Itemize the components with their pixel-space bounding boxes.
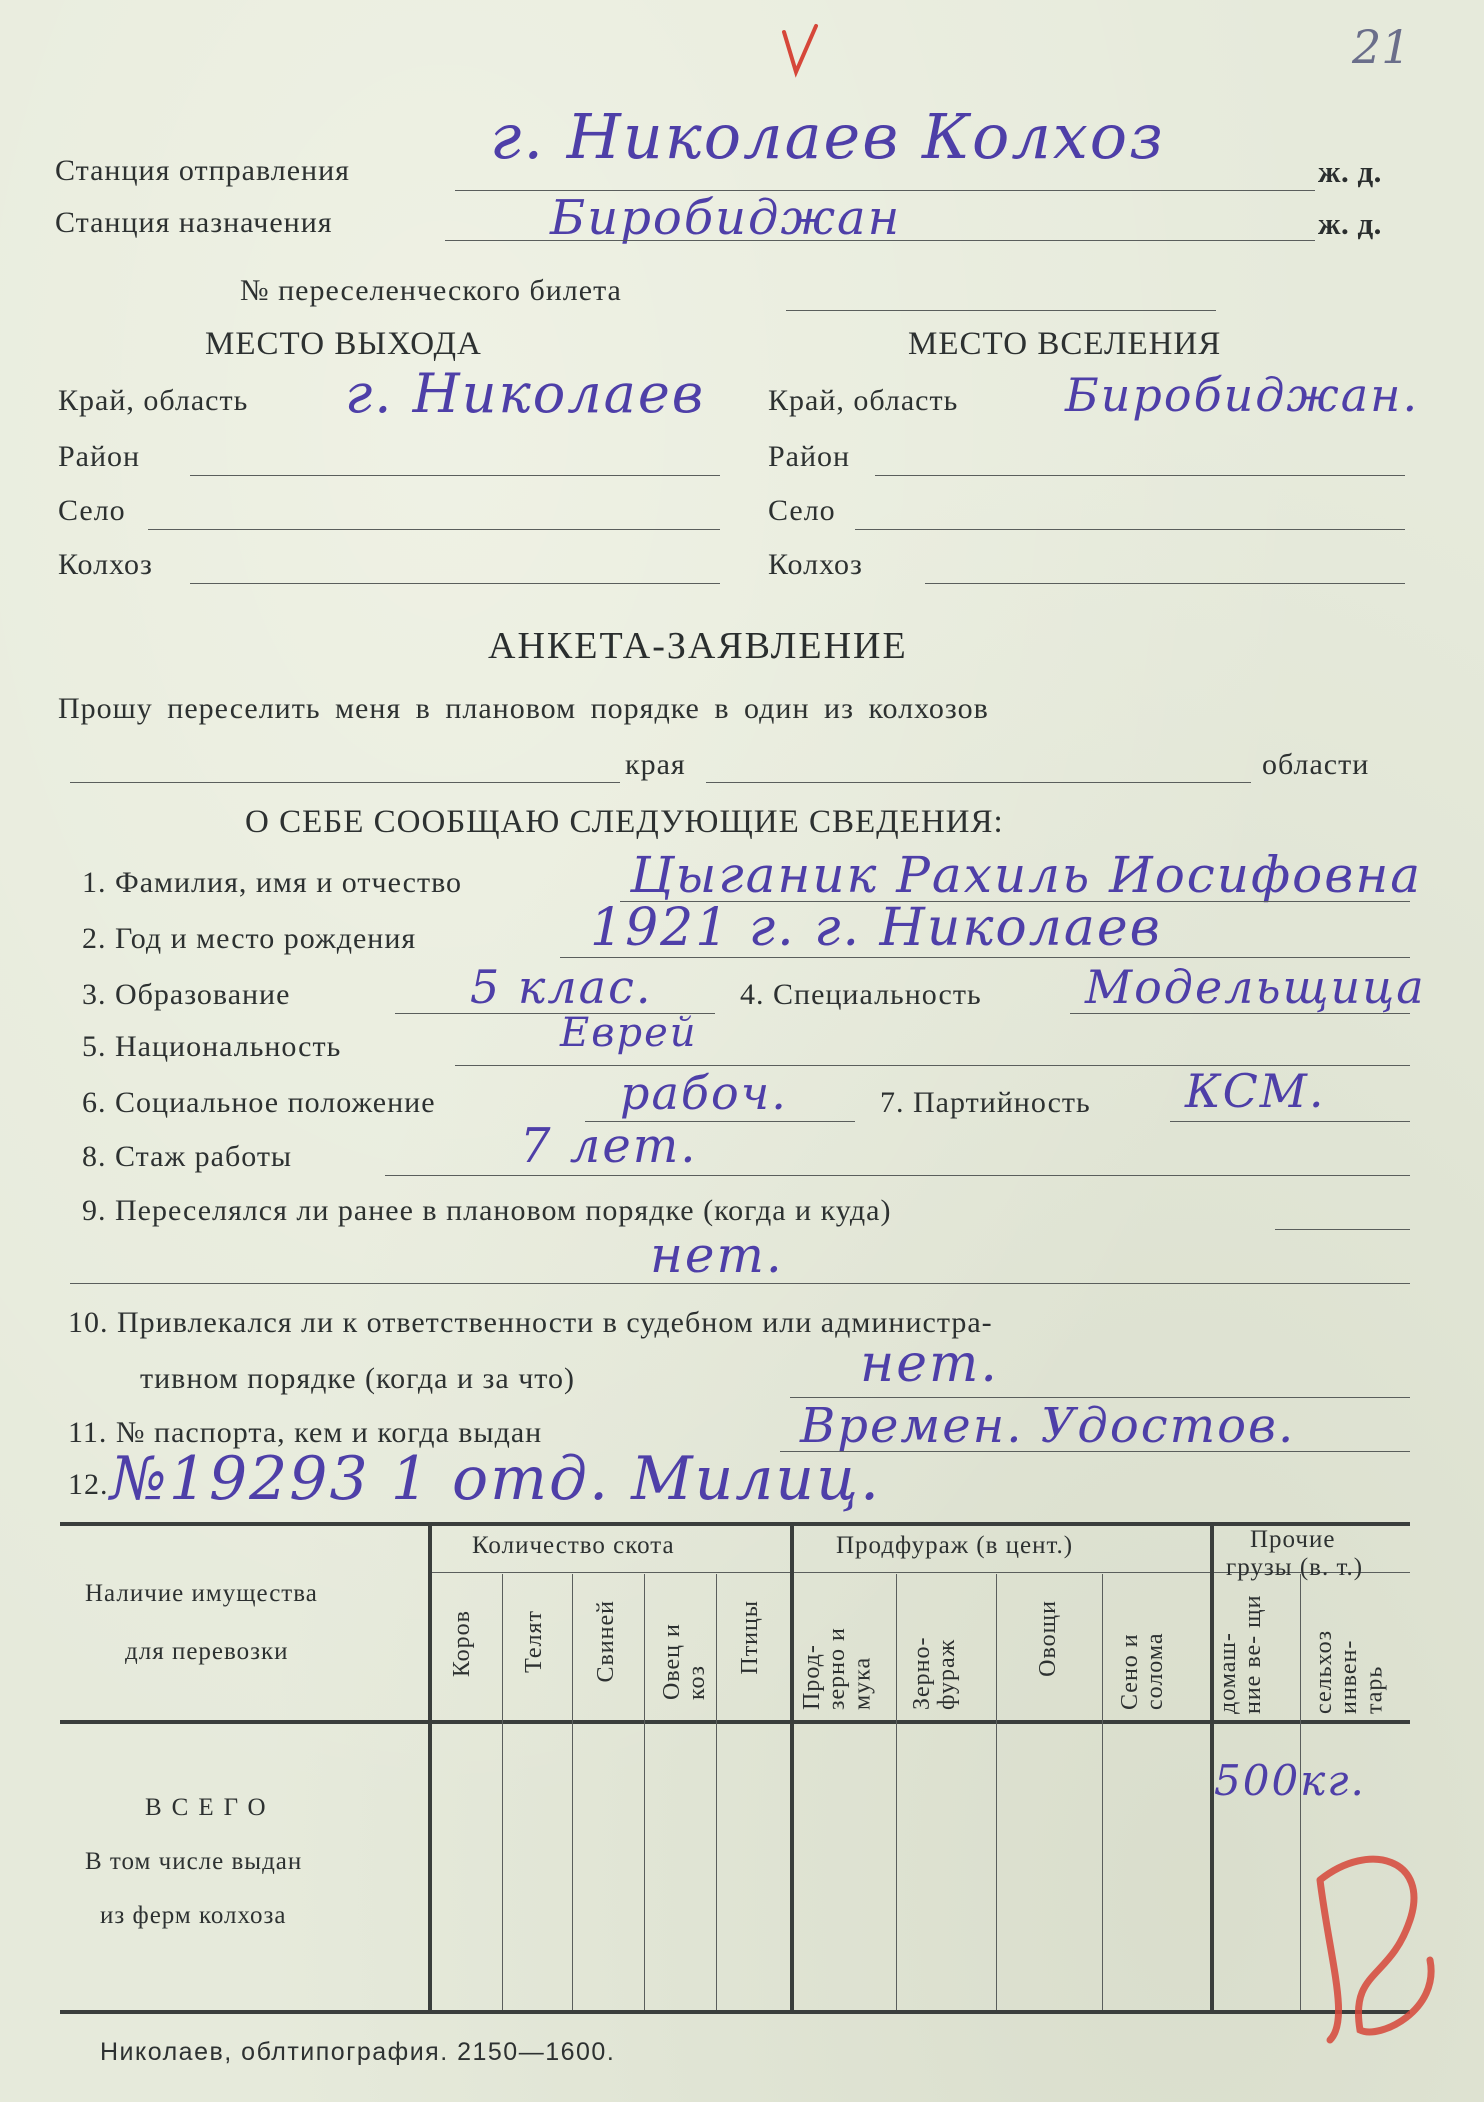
destination-label: Станция назначения	[55, 206, 333, 239]
field-8-label: 8. Стаж работы	[82, 1140, 293, 1173]
field-5-label: 5. Национальность	[82, 1030, 342, 1063]
col-header-pigs: Свиней	[593, 1600, 619, 1683]
destination-value: Биробиджан	[550, 190, 902, 246]
field-11-label: 11. № паспорта, кем и когда выдан	[68, 1416, 543, 1449]
field-2-label: 2. Год и место рождения	[82, 922, 417, 955]
field-1-label: 1. Фамилия, имя и отчество	[82, 866, 463, 899]
group-livestock: Количество скота	[472, 1532, 675, 1559]
field-7-line	[1170, 1121, 1410, 1122]
field-7-label: 7. Партийность	[880, 1086, 1091, 1119]
field-8-value: 7 лет.	[520, 1118, 698, 1174]
field-2-value: 1921 г. г. Николаев	[590, 898, 1162, 958]
group-other-a: Прочие	[1250, 1526, 1336, 1553]
field-6-label: 6. Социальное положение	[82, 1086, 436, 1119]
table-top-border	[60, 1522, 1410, 1526]
col-header-hay-straw: Сено и солома	[1117, 1632, 1169, 1710]
table-header-bottom	[60, 1720, 1410, 1724]
footer-imprint: Николаев, облтипография. 2150—1600.	[100, 2038, 616, 2066]
ticket-underline	[786, 310, 1216, 311]
col-divider-1	[502, 1574, 503, 2010]
col-header-farm-inventory: сельхоз инвен- тарь	[1311, 1629, 1388, 1714]
row-header-b: для перевозки	[125, 1638, 289, 1665]
rail-suffix-2: ж. д.	[1318, 206, 1382, 241]
origin-heading: МЕСТО ВЫХОДА	[205, 326, 482, 362]
table-row-header-border	[428, 1524, 432, 2010]
origin-kolkhoz-label: Колхоз	[58, 548, 153, 581]
field-11-value: Времен. Удостов.	[800, 1398, 1296, 1454]
origin-region-label: Край, область	[58, 384, 249, 417]
field-9-line-b	[70, 1283, 1410, 1284]
destination-district-line	[875, 475, 1405, 476]
origin-region-value: г. Николаев	[345, 362, 706, 425]
col-header-household: домаш- ние ве- щи	[1215, 1594, 1267, 1714]
total-label: ВСЕГО	[145, 1794, 276, 1821]
col-header-poultry: Птицы	[737, 1600, 763, 1675]
departure-value: г. Николаев Колхоз	[490, 100, 1165, 173]
col-divider-6	[896, 1574, 897, 2010]
field-8-line	[385, 1175, 1410, 1176]
check-mark-icon	[780, 22, 820, 82]
col-divider-7	[996, 1574, 997, 2010]
origin-village-line	[148, 529, 720, 530]
rail-suffix-1: ж. д.	[1318, 154, 1382, 189]
origin-district-label: Район	[58, 440, 141, 473]
col-divider-4	[716, 1574, 717, 2010]
field-7-value: КСМ.	[1185, 1064, 1326, 1118]
col-header-cows: Коров	[449, 1610, 475, 1678]
col-divider-5	[790, 1524, 794, 2010]
field-9-line-a	[1275, 1229, 1410, 1230]
kraya-label: края	[625, 748, 686, 781]
field-10-label-a: 10. Привлекался ли к ответственности в судебном или администра-	[68, 1306, 993, 1339]
group-fodder: Продфураж (в цент.)	[836, 1532, 1074, 1559]
red-pencil-mark-icon	[1290, 1840, 1460, 2050]
col-divider-2	[572, 1574, 573, 2010]
field-10-value: нет.	[860, 1334, 999, 1394]
field-10-label-b: тивном порядке (когда и за что)	[140, 1362, 576, 1395]
ticket-label: № переселенческого билета	[240, 274, 622, 307]
oblasti-label: области	[1262, 748, 1370, 781]
field-4-value: Модельщица	[1085, 960, 1426, 1014]
origin-district-line	[190, 475, 720, 476]
destination-region-label: Край, область	[768, 384, 959, 417]
field-6-value: рабоч.	[620, 1066, 788, 1120]
section-heading: О СЕБЕ СООБЩАЮ СЛЕДУЮЩИЕ СВЕДЕНИЯ:	[245, 804, 1004, 840]
origin-village-label: Село	[58, 494, 126, 527]
col-header-sheep-goats: Овец и коз	[659, 1623, 711, 1700]
destination-kolkhoz-line	[925, 583, 1405, 584]
destination-village-label: Село	[768, 494, 836, 527]
household-total-value: 500кг.	[1214, 1756, 1366, 1805]
departure-label: Станция отправления	[55, 154, 350, 187]
col-header-feed-grain: Зерно- фураж	[909, 1636, 961, 1710]
destination-underline	[445, 240, 1315, 241]
form-title: АНКЕТА-ЗАЯВЛЕНИЕ	[488, 625, 908, 667]
col-header-food-grain: Прод- зерно и мука	[799, 1627, 876, 1710]
field-12-number: 12.	[68, 1468, 109, 1501]
field-4-line	[1070, 1013, 1410, 1014]
row-header-a: Наличие имущества	[85, 1580, 318, 1607]
destination-heading: МЕСТО ВСЕЛЕНИЯ	[908, 326, 1222, 362]
table-bottom-border	[60, 2010, 1410, 2014]
field-4-label: 4. Специальность	[740, 978, 982, 1011]
destination-village-line	[855, 529, 1405, 530]
page-number: 21	[1352, 20, 1411, 74]
field-9-value: нет.	[650, 1226, 784, 1284]
field-9-label: 9. Переселялся ли ранее в плановом порядке (когда и куда)	[82, 1194, 892, 1227]
group-other-b: грузы (в. т.)	[1226, 1554, 1364, 1581]
col-divider-3	[644, 1574, 645, 2010]
kraya-line-right	[706, 782, 1251, 783]
col-header-vegetables: Овощи	[1035, 1600, 1061, 1677]
kraya-line-left	[70, 782, 620, 783]
field-12-value: №19293 1 отд. Милиц.	[110, 1444, 882, 1514]
origin-kolkhoz-line	[190, 583, 720, 584]
destination-kolkhoz-label: Колхоз	[768, 548, 863, 581]
field-1-value: Цыганик Рахиль Иосифовна	[630, 846, 1423, 904]
request-line: Прошу переселить меня в плановом порядке в один из колхозов	[58, 692, 989, 725]
field-3-value: 5 клас.	[470, 960, 653, 1014]
issued-label-a: В том числе выдан	[85, 1848, 303, 1875]
col-header-calves: Телят	[521, 1610, 547, 1673]
issued-label-b: из ферм колхоза	[100, 1902, 287, 1929]
field-3-label: 3. Образование	[82, 978, 291, 1011]
destination-district-label: Район	[768, 440, 851, 473]
field-5-value: Еврей	[560, 1010, 698, 1056]
col-divider-8	[1102, 1574, 1103, 2010]
field-2-line	[560, 957, 1410, 958]
destination-region-value: Биробиджан.	[1065, 368, 1420, 422]
